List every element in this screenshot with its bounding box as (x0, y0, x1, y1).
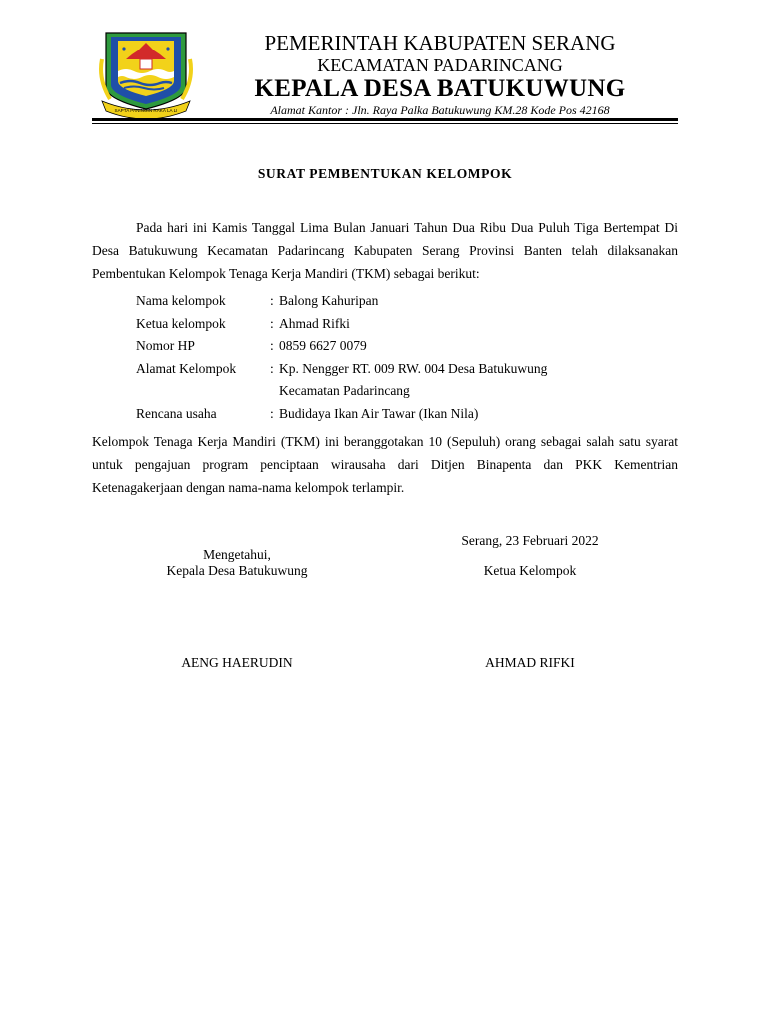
detail-value: Budidaya Ikan Air Tawar (Ikan Nila) (279, 405, 479, 421)
detail-colon: : (270, 405, 274, 421)
detail-label: Rencana usaha (136, 405, 217, 421)
letterhead-divider-thick (92, 118, 678, 121)
detail-value: Kp. Nengger RT. 009 RW. 004 Desa Batukuwung (279, 360, 548, 376)
detail-value: Balong Kahuripan (279, 293, 379, 308)
signature-left-role: Kepala Desa Batukuwung (166, 563, 308, 578)
letterhead-district: KECAMATAN PADARINCANG (317, 55, 563, 75)
detail-label: Nomor HP (136, 338, 195, 353)
detail-value-continued: Kecamatan Padarincang (279, 383, 410, 398)
letterhead-government: PEMERINTAH KABUPATEN SERANG (264, 31, 616, 55)
detail-label: Ketua kelompok (136, 315, 226, 331)
detail-colon: : (270, 293, 274, 308)
detail-label: Alamat Kelompok (136, 360, 237, 376)
detail-colon: : (270, 338, 274, 353)
detail-value: Ahmad Rifki (279, 315, 350, 331)
detail-row-alamat-kelompok (136, 358, 676, 381)
detail-row-alamat-continued (136, 380, 676, 403)
place-date: Serang, 23 Februari 2022 (461, 533, 599, 548)
detail-colon: : (270, 315, 274, 331)
detail-value: 0859 6627 0079 (279, 338, 367, 353)
letterhead-address: Alamat Kantor : Jln. Raya Palka Batukuwung KM.28 Kode Pos 42168 (270, 103, 610, 117)
detail-row-rencana-usaha (136, 403, 676, 426)
opening-paragraph: Pada hari ini Kamis Tanggal Lima Bulan Januari Tahun Dua Ribu Dua Puluh Tiga Bertempat Di Desa Batukuwung Kecamatan Padarincang Kabupaten Serang Provinsi Banten telah dilaksanakan Pembentukan Kelompok Tenaga Kerja Mandiri (TKM) sebagai berikut: (92, 220, 678, 281)
letterhead-village-head: KEPALA DESA BATUKUWUNG (254, 75, 626, 102)
group-details (136, 290, 676, 425)
logo-ribbon-text: SAPTA PANINGIN RAKA LA LI (114, 108, 178, 113)
detail-row-nama-kelompok (136, 290, 676, 313)
signature-left-name: AENG HAERUDIN (181, 655, 293, 670)
signature-left-acknowledged: Mengetahui, (203, 547, 271, 562)
kabupaten-serang-logo (96, 29, 196, 119)
detail-row-ketua-kelompok (136, 313, 676, 336)
signature-right-name: AHMAD RIFKI (485, 655, 575, 670)
document-title: SURAT PEMBENTUKAN KELOMPOK (257, 166, 513, 181)
closing-paragraph: Kelompok Tenaga Kerja Mandiri (TKM) ini beranggotakan 10 (Sepuluh) orang sebagai salah satu syarat untuk pengajuan program penciptaan wirausaha dari Ditjen Binapenta dan PKK Kementrian Ketenagakerjaan dengan nama-nama kelompok terlampir. (92, 434, 678, 495)
signature-right-role: Ketua Kelompok (483, 563, 577, 578)
detail-label: Nama kelompok (136, 293, 226, 308)
letterhead-divider-thin (92, 123, 678, 124)
detail-row-nomor-hp (136, 335, 676, 358)
detail-colon: : (270, 360, 274, 376)
